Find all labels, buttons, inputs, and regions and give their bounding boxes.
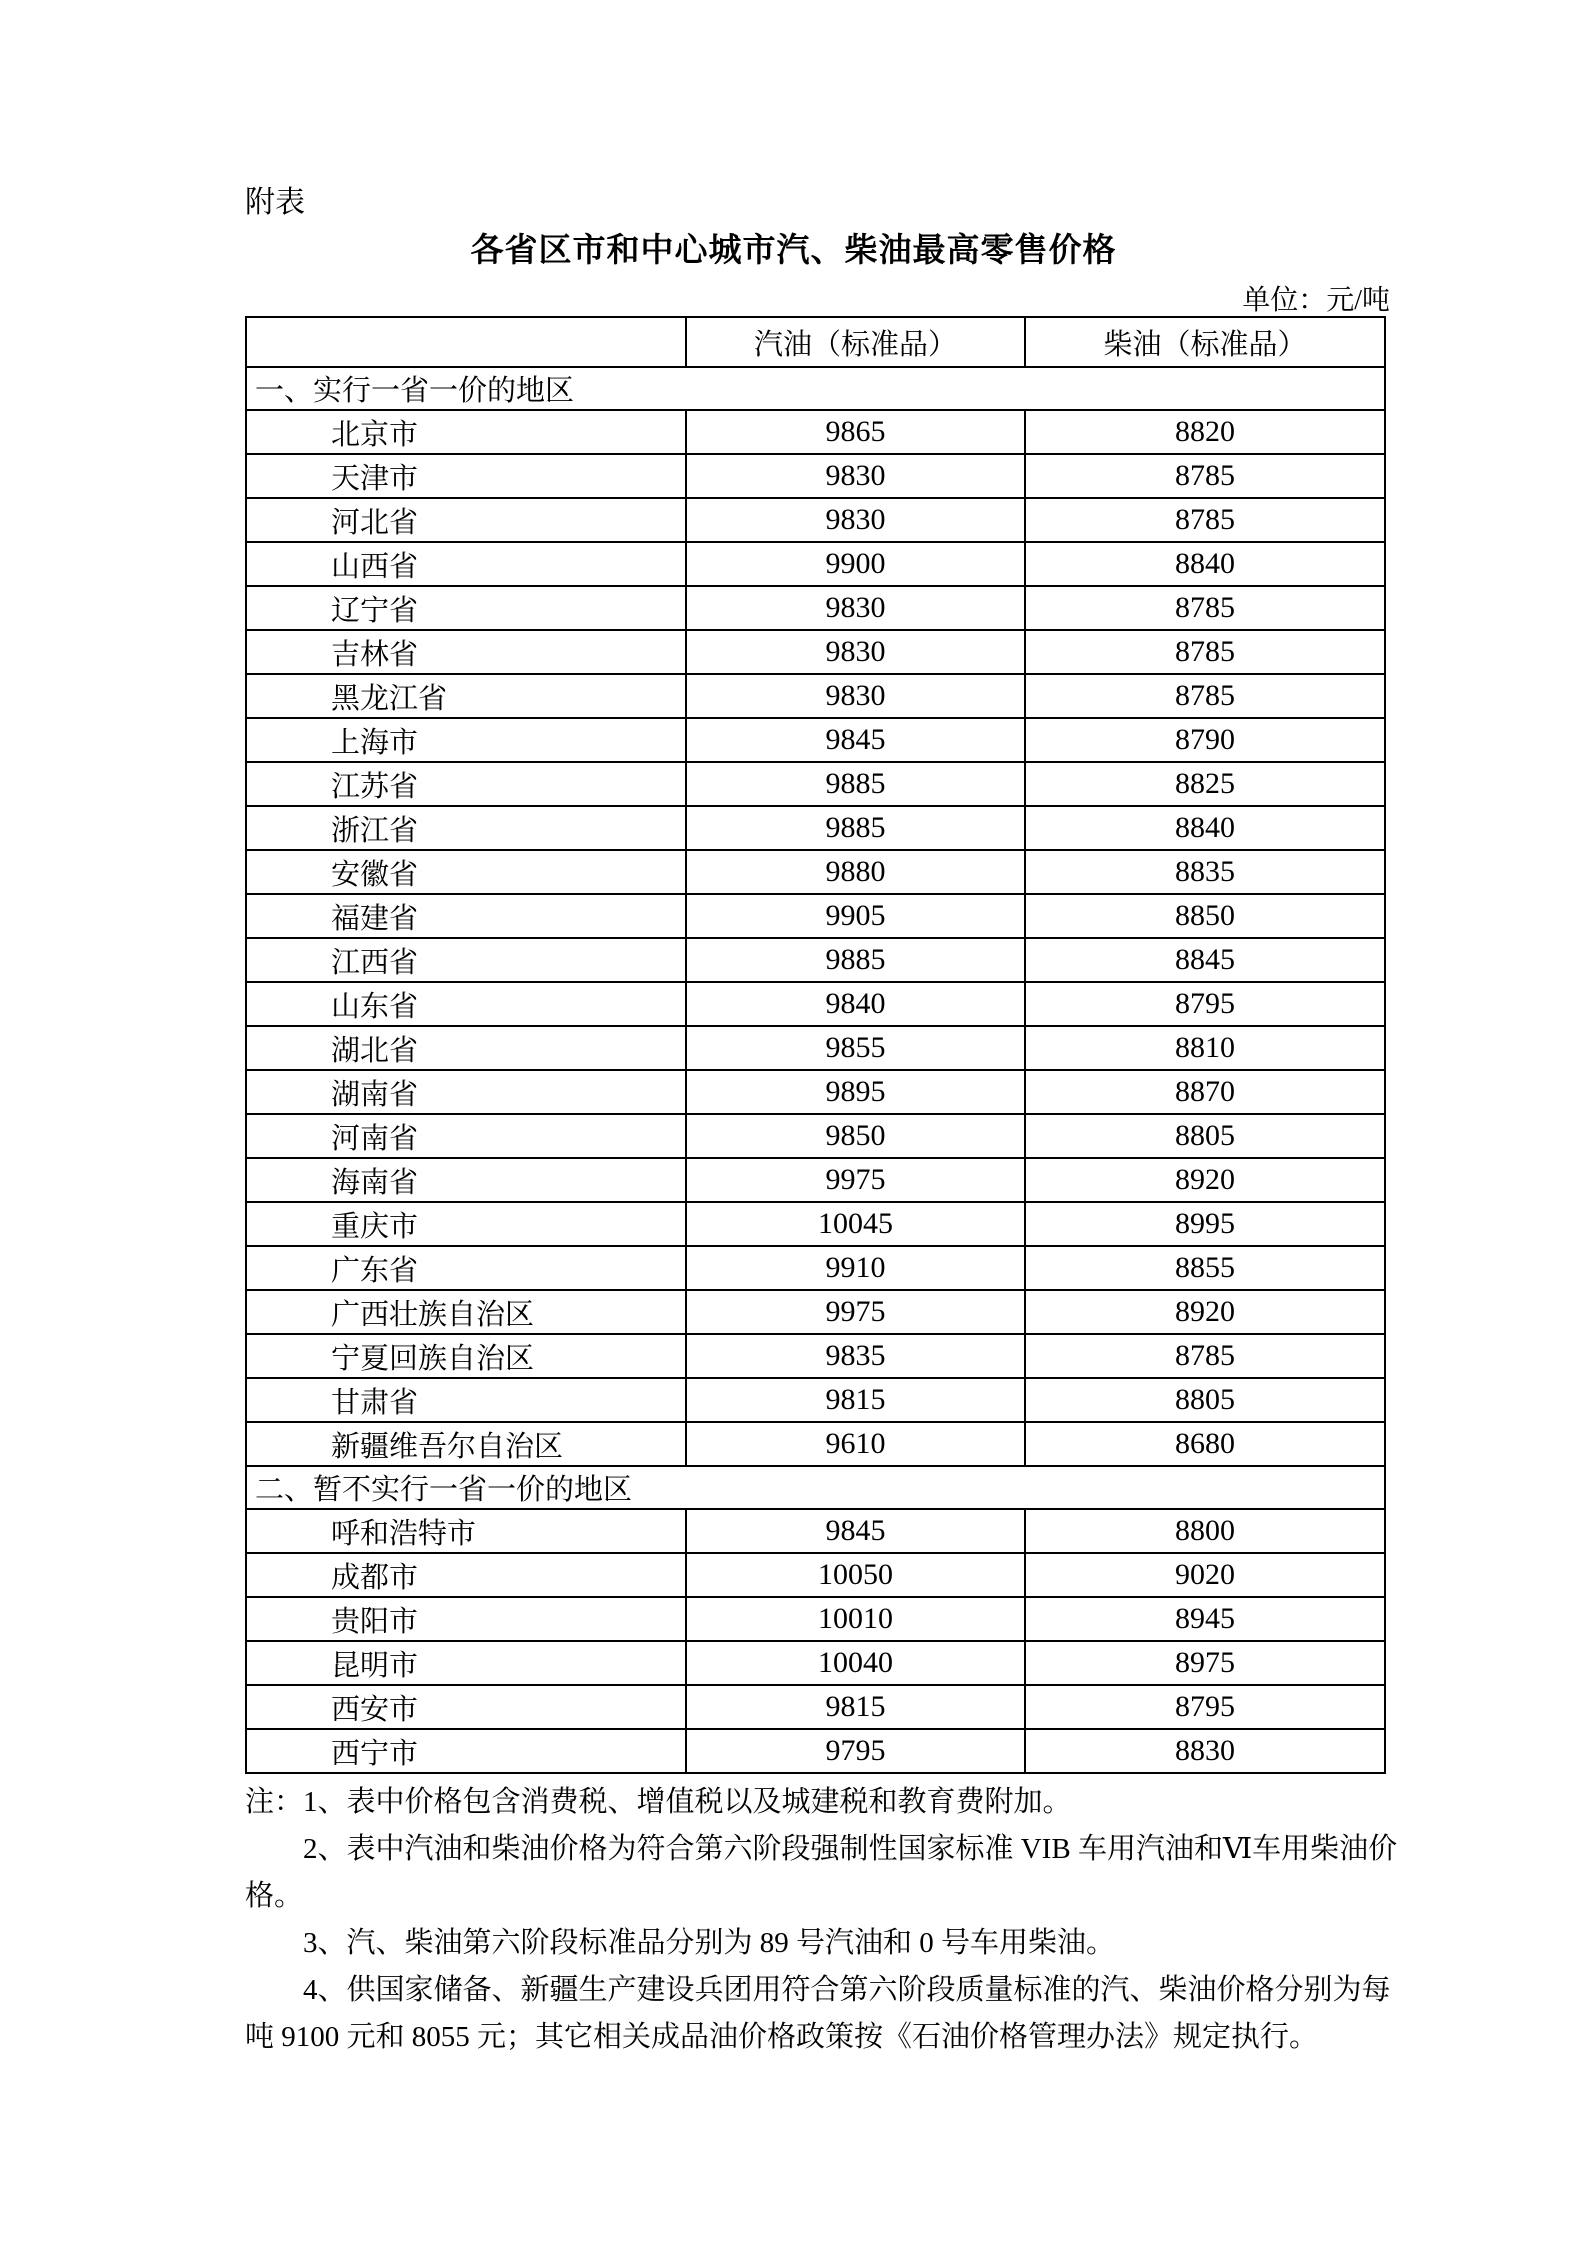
gasoline-price: 9830 [686,454,1025,498]
region-name: 福建省 [246,894,686,938]
diesel-price: 8785 [1025,454,1385,498]
page-title: 各省区市和中心城市汽、柴油最高零售价格 [470,231,1117,268]
note-line: 吨 9100 元和 8055 元；其它相关成品油价格政策按《石油价格管理办法》规定执行。 [245,2021,1319,2053]
gasoline-price: 9905 [686,894,1025,938]
region-name: 北京市 [246,410,686,454]
gasoline-price: 9865 [686,410,1025,454]
note-line: 2、表中汽油和柴油价格为符合第六阶段强制性国家标准 VIB 车用汽油和Ⅵ车用柴油价 [303,1833,1398,1865]
gasoline-price: 10045 [686,1202,1025,1246]
diesel-price: 8840 [1025,806,1385,850]
region-name: 河北省 [246,498,686,542]
region-name: 吉林省 [246,630,686,674]
diesel-price: 8795 [1025,1685,1385,1729]
diesel-price: 8810 [1025,1026,1385,1070]
region-name: 贵阳市 [246,1597,686,1641]
diesel-price: 8850 [1025,894,1385,938]
region-name: 江苏省 [246,762,686,806]
gasoline-price: 9815 [686,1685,1025,1729]
diesel-price: 8785 [1025,630,1385,674]
gasoline-price: 9975 [686,1158,1025,1202]
table-row [246,982,1385,1026]
diesel-price: 8805 [1025,1378,1385,1422]
region-name: 河南省 [246,1114,686,1158]
diesel-price: 8680 [1025,1422,1385,1466]
diesel-price: 8790 [1025,718,1385,762]
diesel-price: 8975 [1025,1641,1385,1685]
diesel-price: 8870 [1025,1070,1385,1114]
gasoline-price: 9610 [686,1422,1025,1466]
table-row [246,1202,1385,1246]
table-row [246,498,1385,542]
note-line: 4、供国家储备、新疆生产建设兵团用符合第六阶段质量标准的汽、柴油价格分别为每 [303,1974,1391,2006]
section-row [246,367,1385,410]
region-name: 山西省 [246,542,686,586]
gasoline-price: 9900 [686,542,1025,586]
table-row [246,1070,1385,1114]
price-table [245,316,1386,1774]
gasoline-price: 9835 [686,1334,1025,1378]
table-row [246,1597,1385,1641]
region-name: 西安市 [246,1685,686,1729]
table-row [246,1641,1385,1685]
region-name: 广东省 [246,1246,686,1290]
header-cell-gasoline: 汽油（标准品） [686,317,1025,367]
section-label: 二、暂不实行一省一价的地区 [246,1466,1385,1509]
region-name: 湖南省 [246,1070,686,1114]
gasoline-price: 9840 [686,982,1025,1026]
gasoline-price: 9880 [686,850,1025,894]
gasoline-price: 10010 [686,1597,1025,1641]
region-name: 辽宁省 [246,586,686,630]
section-label: 一、实行一省一价的地区 [246,367,1385,410]
table-row [246,806,1385,850]
table-header-row [246,317,1385,367]
gasoline-price: 9850 [686,1114,1025,1158]
region-name: 西宁市 [246,1729,686,1773]
region-name: 甘肃省 [246,1378,686,1422]
region-name: 宁夏回族自治区 [246,1334,686,1378]
table-row [246,410,1385,454]
diesel-price: 8945 [1025,1597,1385,1641]
gasoline-price: 10050 [686,1553,1025,1597]
gasoline-price: 9885 [686,762,1025,806]
gasoline-price: 9830 [686,498,1025,542]
region-name: 山东省 [246,982,686,1026]
unit-label: 单位：元/吨 [1242,285,1390,316]
table-row [246,1378,1385,1422]
notes-block [245,1782,1440,2064]
table-row [246,454,1385,498]
region-name: 呼和浩特市 [246,1509,686,1553]
region-name: 安徽省 [246,850,686,894]
region-name: 广西壮族自治区 [246,1290,686,1334]
table-row [246,1422,1385,1466]
gasoline-price: 9830 [686,630,1025,674]
table-row [246,938,1385,982]
region-name: 黑龙江省 [246,674,686,718]
region-name: 浙江省 [246,806,686,850]
diesel-price: 8805 [1025,1114,1385,1158]
table-row [246,1334,1385,1378]
gasoline-price: 9895 [686,1070,1025,1114]
diesel-price: 8785 [1025,586,1385,630]
region-name: 江西省 [246,938,686,982]
region-name: 海南省 [246,1158,686,1202]
gasoline-price: 9845 [686,1509,1025,1553]
table-row [246,674,1385,718]
gasoline-price: 9910 [686,1246,1025,1290]
table-row [246,1246,1385,1290]
region-name: 昆明市 [246,1641,686,1685]
table-row [246,1729,1385,1773]
region-name: 成都市 [246,1553,686,1597]
region-name: 上海市 [246,718,686,762]
gasoline-price: 9855 [686,1026,1025,1070]
table-row [246,1114,1385,1158]
diesel-price: 8855 [1025,1246,1385,1290]
diesel-price: 8785 [1025,498,1385,542]
note-line: 3、汽、柴油第六阶段标准品分别为 89 号汽油和 0 号车用柴油。 [303,1927,1116,1959]
table-row [246,1685,1385,1729]
header-cell-region [246,317,686,367]
region-name: 重庆市 [246,1202,686,1246]
table-row [246,542,1385,586]
table-row [246,762,1385,806]
diesel-price: 8800 [1025,1509,1385,1553]
region-name: 新疆维吾尔自治区 [246,1422,686,1466]
gasoline-price: 9975 [686,1290,1025,1334]
table-row [246,894,1385,938]
note-line: 格。 [245,1880,304,1912]
region-name: 湖北省 [246,1026,686,1070]
section-row [246,1466,1385,1509]
gasoline-price: 9845 [686,718,1025,762]
diesel-price: 8840 [1025,542,1385,586]
note-line: 注：1、表中价格包含消费税、增值税以及城建税和教育费附加。 [245,1786,1072,1818]
gasoline-price: 9795 [686,1729,1025,1773]
gasoline-price: 9885 [686,938,1025,982]
table-row [246,1158,1385,1202]
table-row [246,630,1385,674]
table-row [246,718,1385,762]
gasoline-price: 9830 [686,586,1025,630]
diesel-price: 8920 [1025,1158,1385,1202]
gasoline-price: 9815 [686,1378,1025,1422]
header-cell-diesel: 柴油（标准品） [1025,317,1385,367]
table-row [246,1553,1385,1597]
table-row [246,1290,1385,1334]
diesel-price: 9020 [1025,1553,1385,1597]
table-row [246,1026,1385,1070]
diesel-price: 8920 [1025,1290,1385,1334]
diesel-price: 8830 [1025,1729,1385,1773]
diesel-price: 8995 [1025,1202,1385,1246]
diesel-price: 8835 [1025,850,1385,894]
diesel-price: 8820 [1025,410,1385,454]
region-name: 天津市 [246,454,686,498]
table-row [246,586,1385,630]
diesel-price: 8845 [1025,938,1385,982]
diesel-price: 8795 [1025,982,1385,1026]
table-row [246,1509,1385,1553]
diesel-price: 8785 [1025,1334,1385,1378]
gasoline-price: 9830 [686,674,1025,718]
gasoline-price: 9885 [686,806,1025,850]
diesel-price: 8825 [1025,762,1385,806]
table-row [246,850,1385,894]
gasoline-price: 10040 [686,1641,1025,1685]
diesel-price: 8785 [1025,674,1385,718]
appendix-label: 附表 [245,186,305,219]
